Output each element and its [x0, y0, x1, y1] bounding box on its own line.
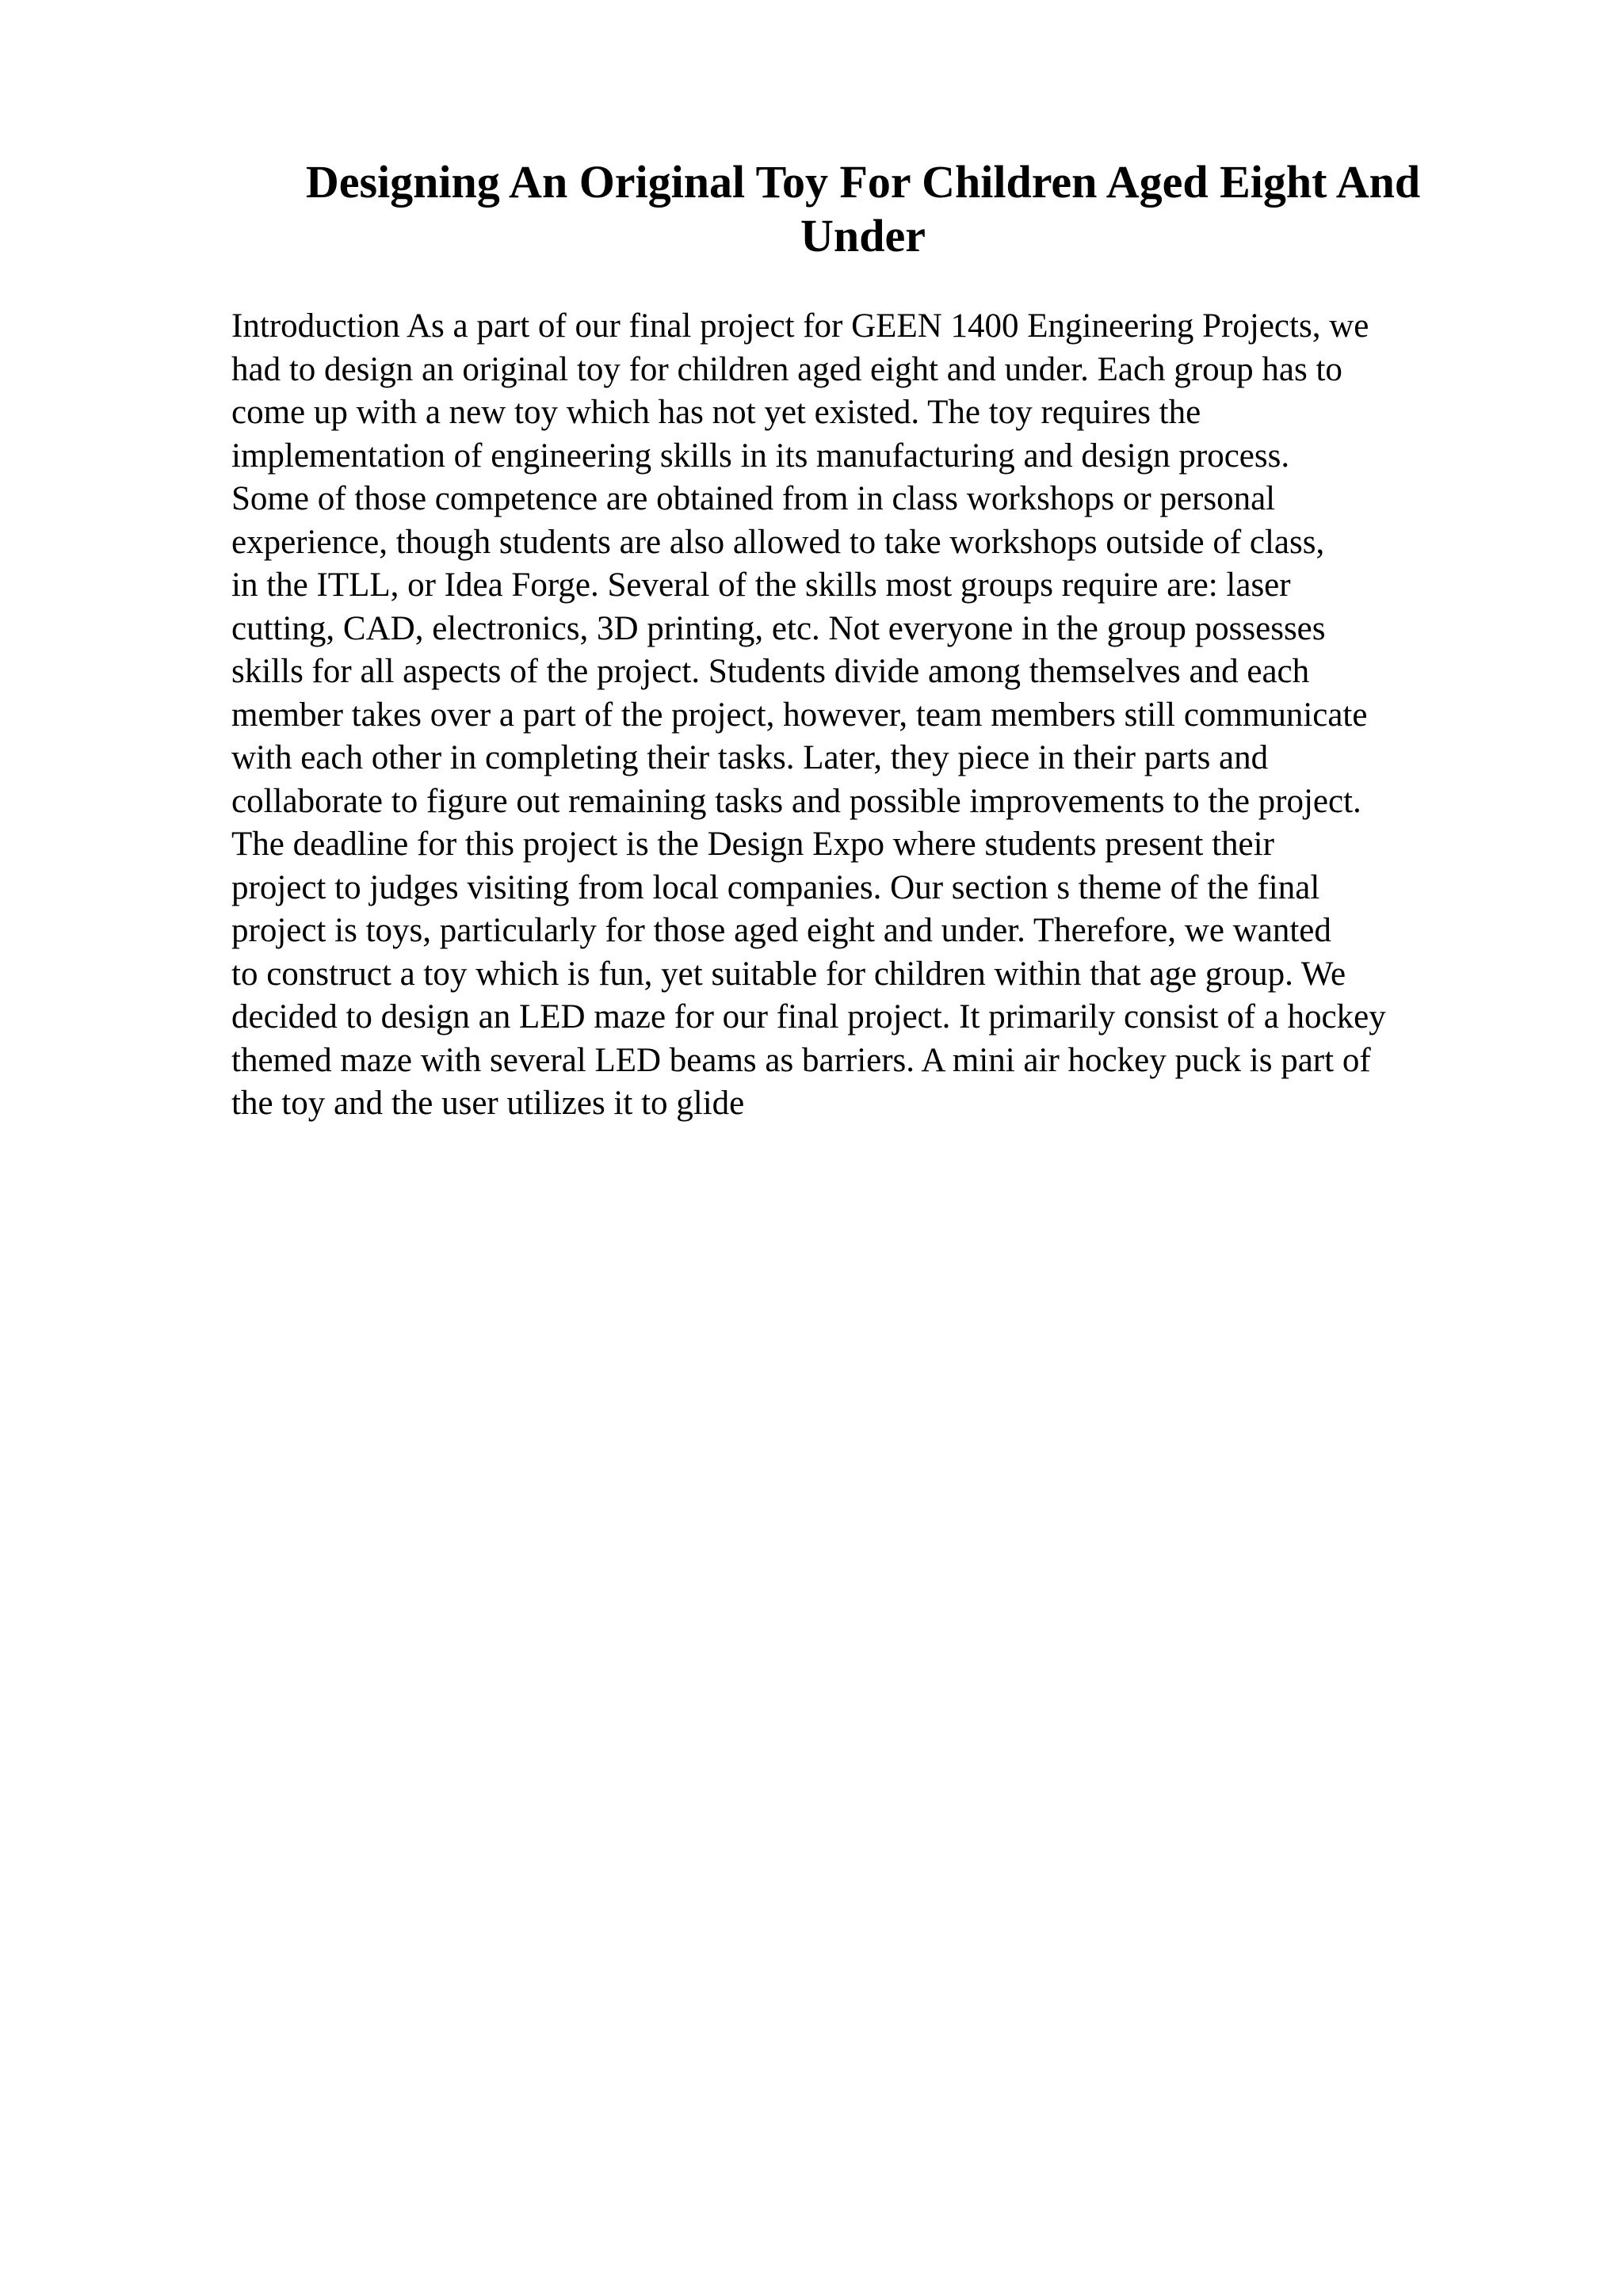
body-line: The deadline for this project is the Design Expo where students present their — [231, 826, 1274, 863]
body-line: implementation of engineering skills in its manufacturing and design process. — [231, 437, 1290, 475]
body-line: had to design an original toy for children aged eight and under. Each group has to — [231, 350, 1342, 388]
body-line: decided to design an LED maze for our final project. It primarily consist of a hockey — [231, 998, 1386, 1035]
body-line: with each other in completing their tasks. Later, they piece in their parts and — [231, 739, 1269, 776]
body-line: Some of those competence are obtained from in class workshops or personal — [231, 480, 1276, 517]
body-line: project is toys, particularly for those aged eight and under. Therefore, we wanted — [231, 912, 1331, 949]
body-line: member takes over a part of the project, however, team members still communicate — [231, 696, 1368, 734]
body-line: collaborate to figure out remaining tasks and possible improvements to the project. — [231, 782, 1361, 820]
body-line: cutting, CAD, electronics, 3D printing, etc. Not everyone in the group possesses — [231, 609, 1326, 647]
body-line: to construct a toy which is fun, yet suitable for children within that age group. We — [231, 955, 1346, 993]
body-line: project to judges visiting from local companies. Our section s theme of the final — [231, 868, 1320, 906]
body-line: in the ITLL, or Idea Forge. Several of the skills most groups require are: laser — [231, 566, 1291, 604]
body-line: the toy and the user utilizes it to glide — [231, 1085, 745, 1122]
title-line: Under — [800, 210, 926, 261]
body-line: themed maze with several LED beams as barriers. A mini air hockey puck is part of — [231, 1041, 1371, 1079]
page-title — [231, 155, 1495, 263]
body-line: come up with a new toy which has not yet existed. The toy requires the — [231, 394, 1201, 431]
body-line: skills for all aspects of the project. Students divide among themselves and each — [231, 653, 1310, 690]
title-line: Designing An Original Toy For Children Aged Eight And — [305, 156, 1421, 208]
body-paragraph — [231, 305, 1499, 1126]
body-line: Introduction As a part of our final project for GEEN 1400 Engineering Projects, we — [231, 307, 1369, 345]
body-line: experience, though students are also allowed to take workshops outside of class, — [231, 523, 1325, 561]
